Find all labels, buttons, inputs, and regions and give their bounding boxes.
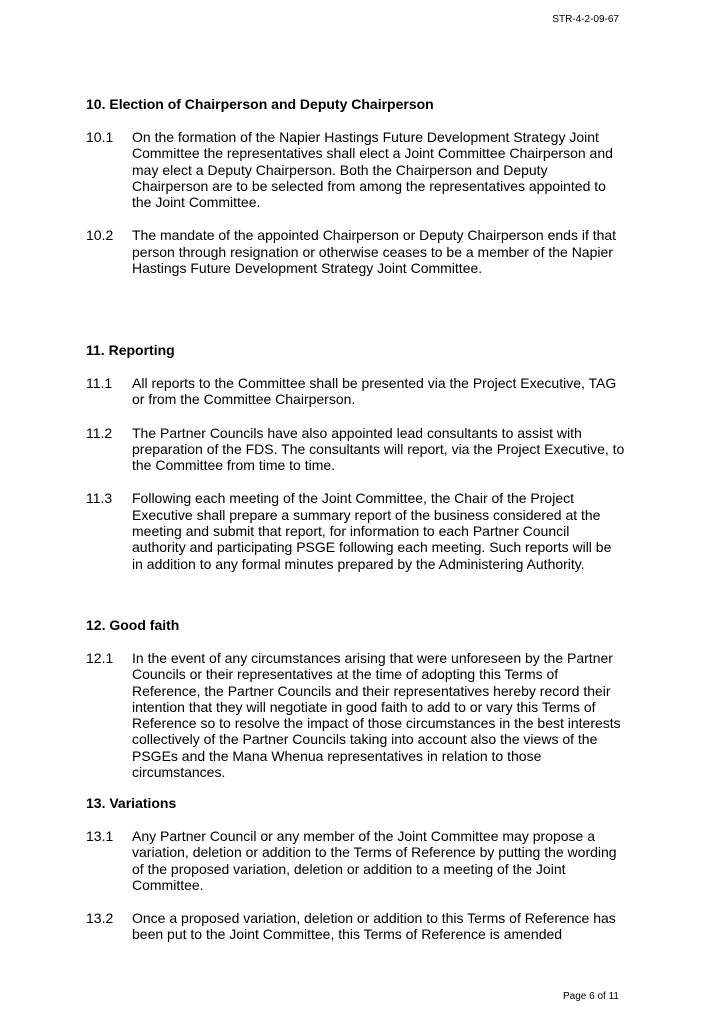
clause-text: The mandate of the appointed Chairperson or Deputy Chairperson ends if that person through resignation or otherwise ceases to be a member of the Napier Hastings Future Development Strategy Joint Committee.: [132, 227, 617, 277]
page-number: Page 6 of 11: [563, 991, 619, 1002]
clause: [86, 828, 626, 893]
section-good-faith: [86, 617, 626, 780]
clause-number: 10.2: [86, 227, 114, 244]
clause-text: The Partner Councils have also appointed lead consultants to assist with preparation of the FDS. The consultants will report, via the Project Executive, to the Committee from time to time.: [132, 424, 625, 474]
clause-number: 13.2: [86, 910, 114, 927]
section-reporting: [86, 342, 626, 572]
clause-text: In the event of any circumstances arising that were unforeseen by the Partner Councils or their representatives at the time of adopting this Terms of Reference, the Partner Councils and their representatives hereby record their intention that they will negotiate in good faith to add to or vary this Terms of Reference so to resolve the impact of those circumstances in the best interests collectively of the Partner Councils taking into account also the views of the PSGEs and the Mana Whenua representatives in relation to those circumstances.: [132, 650, 621, 781]
clause: [86, 910, 626, 943]
clause-text: On the formation of the Napier Hastings Future Development Strategy Joint Committee the representatives shall elect a Joint Committee Chairperson and may elect a Deputy Chairperson. Both the Chairperson and Deputy Chairperson are to be selected from among the representatives appointed to the Joint Committee.: [132, 129, 613, 211]
clause: [86, 375, 626, 408]
clause: [86, 490, 626, 571]
clause: [86, 425, 626, 474]
clause-number: 12.1: [86, 650, 114, 666]
section-election-of-chairperson: [86, 96, 626, 276]
clause-text: Any Partner Council or any member of the Joint Committee may propose a variation, deletion or addition to the Terms of Reference by putting the wording of the proposed variation, deletion or addition to a meeting of the Joint Committee.: [132, 828, 617, 893]
clause-number: 11.3: [86, 490, 113, 507]
clause: [86, 650, 626, 780]
clause: [86, 129, 626, 210]
clause-number: 13.1: [86, 828, 114, 844]
clause-number: 10.1: [86, 129, 114, 145]
clause-number: 11.2: [86, 424, 113, 441]
section-variations: [86, 795, 626, 943]
clause-text: All reports to the Committee shall be presented via the Project Executive, TAG or from the Committee Chairperson.: [132, 375, 617, 408]
clause-text: Following each meeting of the Joint Committee, the Chair of the Project Executive shall prepare a summary report of the business considered at the meeting and submit that report, for information to each Partner Council authority and participating PSGE following each meeting. Such reports will be in addition to any formal minutes prepared by the Administering Authority.: [132, 490, 612, 572]
clause-number: 11.1: [86, 375, 113, 391]
section-heading: 11. Reporting: [86, 342, 175, 358]
clause-text: Once a proposed variation, deletion or addition to this Terms of Reference has been put to the Joint Committee, this Terms of Reference is amended: [132, 910, 616, 943]
section-heading: 10. Election of Chairperson and Deputy Chairperson: [86, 96, 434, 112]
document-reference: STR-4-2-09-67: [552, 14, 619, 25]
section-heading: 13. Variations: [86, 795, 177, 811]
section-heading: 12. Good faith: [86, 617, 180, 633]
clause: [86, 227, 626, 276]
